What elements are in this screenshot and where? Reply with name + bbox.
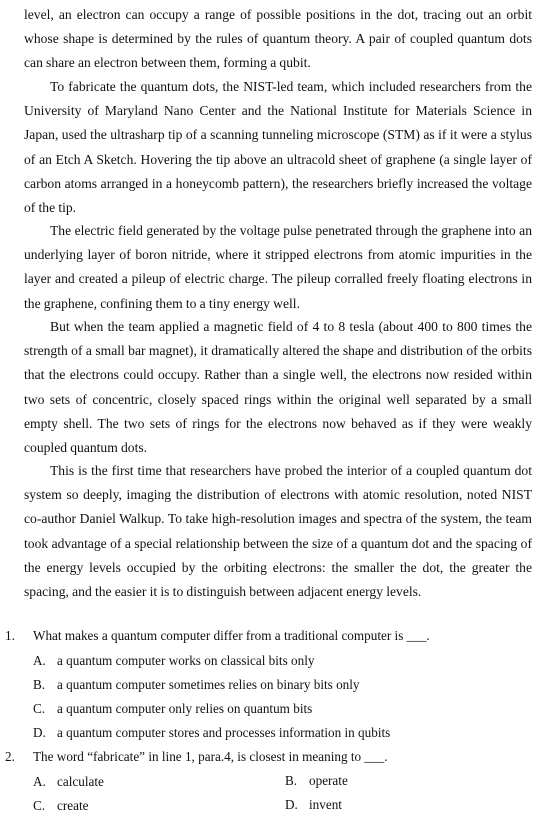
question-1-option-d	[33, 722, 390, 743]
question-1-option-a	[33, 650, 314, 671]
passage-paragraph-1: level, an electron can occupy a range of possible positions in the dot, tracing out an orbit whose shape is determined by the rules of quantum theory. A pair of coupled quantum dots can share an electron between them, forming a qubit.	[24, 7, 532, 71]
question-stem: The word “fabricate” in line 1, para.4, is closest in meaning to ___.	[33, 749, 388, 764]
passage-paragraph-4: But when the team applied a magnetic field of 4 to 8 tesla (about 400 to 800 times the strength of a small bar magnet), it dramatically altered the shape and distribution of the orbits that the electrons could occupy. Rather than a single well, the electrons now resided within two sets of concentric, closely spaced rings within the original well separated by a small empty shell. The two sets of rings for the electrons now behaved as if they were weakly coupled quantum dots.	[24, 319, 532, 456]
option-letter: B.	[285, 773, 298, 788]
passage-paragraph-3: The electric field generated by the voltage pulse penetrated through the graphene into an underlying layer of boron nitride, where it stripped electrons from atomic impurities in the layer and created a pileup of electric charge. The pileup corralled freely floating electrons in the graphene, confining them to a tiny energy well.	[24, 223, 532, 311]
question-number: 2.	[5, 749, 15, 764]
option-letter: A.	[33, 653, 46, 668]
option-letter: D.	[33, 725, 46, 740]
question-1-option-c	[33, 698, 312, 719]
option-letter: C.	[33, 701, 46, 716]
option-text: a quantum computer works on classical bits only	[57, 653, 315, 668]
question-2-option-c	[33, 795, 88, 816]
question-stem: What makes a quantum computer differ from a traditional computer is ___.	[33, 628, 430, 643]
option-letter: D.	[285, 797, 298, 812]
question-2-option-d	[285, 794, 342, 815]
question-2-option-a	[33, 771, 104, 792]
option-letter: B.	[33, 677, 46, 692]
option-text: operate	[309, 773, 348, 788]
question-2	[5, 746, 532, 767]
option-text: a quantum computer only relies on quantum bits	[57, 701, 313, 716]
question-1-option-b	[33, 674, 360, 695]
option-text: calculate	[57, 774, 104, 789]
option-letter: C.	[33, 798, 46, 813]
passage-paragraph-5: This is the first time that researchers have probed the interior of a coupled quantum dot system so deeply, imaging the distribution of electrons with atomic resolution, noted NIST co-author Daniel Walkup. To take high-resolution images and spectra of the system, the team took advantage of a special relationship between the size of a quantum dot and the spacing of the energy levels occupied by the orbiting electrons: the smaller the dot, the greater the spacing, and the easier it is to distinguish between adjacent energy levels.	[24, 463, 532, 600]
question-1	[5, 625, 532, 646]
option-letter: A.	[33, 774, 46, 789]
option-text: a quantum computer sometimes relies on binary bits only	[57, 677, 360, 692]
question-2-option-b	[285, 770, 348, 791]
option-text: invent	[309, 797, 342, 812]
option-text: create	[57, 798, 89, 813]
option-text: a quantum computer stores and processes information in qubits	[57, 725, 391, 740]
passage-paragraph-2: To fabricate the quantum dots, the NIST-led team, which included researchers from the University of Maryland Nano Center and the National Institute for Materials Science in Japan, used the ultrasharp tip of a scanning tunneling microscope (STM) as if it were a stylus of an Etch A Sketch. Hovering the tip above an ultracold sheet of graphene (a single layer of carbon atoms arranged in a honeycomb pattern), the researchers briefly increased the voltage of the tip.	[24, 79, 532, 216]
question-number: 1.	[5, 628, 15, 643]
